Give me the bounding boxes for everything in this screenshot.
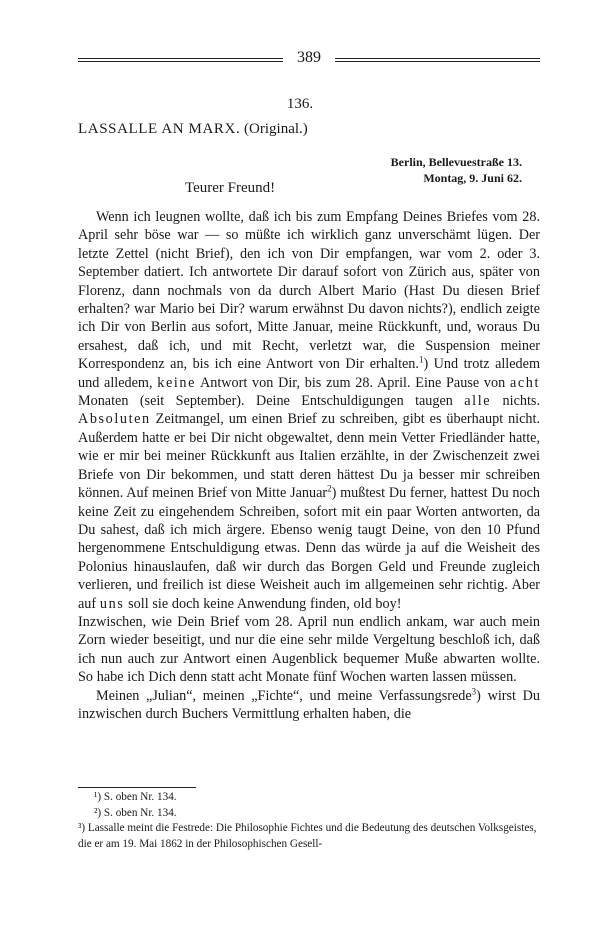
- text-run: ) Und trotz alledem und alledem,: [78, 356, 540, 391]
- text-run: Meinen „Julian“, meinen „Fichte“, und meine Verfassungsrede: [96, 687, 472, 704]
- text-run: Antwort von Dir, bis zum 28. April. Eine Pause von: [196, 374, 510, 391]
- text-run: Zeitmangel, um einen Brief zu schreiben, gibt es überhaupt nicht. Außerdem hatte er bei Dir nicht obgewaltet, denn mein Vetter Friedländer hatte, wie er mir bei meiner Rückkunft aus Italien erzählte, in der Zwischenzeit zwei Briefe von Dir bekommen, und statt deren hättest Du ja besser mir schreiben können. Auf meinen Brief von Mitte Januar: [78, 411, 540, 502]
- emphasis-text: acht: [509, 374, 540, 391]
- document-number: 136.: [286, 96, 314, 112]
- footnotes: [78, 790, 540, 852]
- footnote-2: ²) S. oben Nr. 134.: [94, 806, 177, 819]
- footnote-ref-2: 2: [327, 483, 332, 494]
- running-header: [78, 50, 540, 70]
- paragraph-2: Inzwischen, wie Dein Brief vom 28. April nun endlich ankam, war auch mein Zorn wieder beseitigt, und nur die eine sehr milde Vergeltung beschloß ich, daß ich nun auch zur Antwort einen Augenblick bequemer Muße abwarten wollte. So habe ich Dich denn statt acht Monate fünf Wochen warten lassen müssen.: [78, 613, 540, 686]
- document-title-main: LASSALLE AN MARX.: [78, 121, 241, 137]
- footnote-3: ³) Lassalle meint die Festrede: Die Philosophie Fichtes und die Bedeutung des deutschen Volksgeistes, die er am 19. Mai 1862 in der Philosophischen Gesell-: [78, 822, 537, 850]
- text-run: ) wirst Du inzwischen durch Buchers Vermittlung erhalten haben, die: [78, 687, 540, 722]
- letter-location-date: [391, 154, 522, 186]
- page-number: 389: [297, 49, 321, 66]
- emphasis-text: keine: [157, 374, 197, 391]
- footnote-1: ¹) S. oben Nr. 134.: [94, 791, 177, 803]
- document-title-note: (Original.): [244, 121, 308, 137]
- footnote-separator: [78, 787, 196, 788]
- text-run: Wenn ich leugnen wollte, daß ich bis zum Empfang Deines Briefes vom 28. April sehr böse war — so müßte ich wirklich ganz unverschämt lügen. Der letzte Zettel (nicht Brief), den ich von Dir empfangen, war vom 2. oder 3. September datiert. Ich antwortete Dir darauf sofort von Zürich aus, später von Florenz, dann nochmals von da durch Albert Mario (Hast Du diesen Brief erhalten? war Mario bei Dir? warum erwähnst Du davon nichts?), endlich zeigte ich Dir von Berlin aus sofort, Mitte Januar, meine Rückkunft, und, woraus Du ersahest, daß ich, und mit Recht, verletzt war, die Suspension meiner Korrespondenz an, bis ich eine Antwort von Dir erhalten.: [78, 209, 540, 373]
- emphasis-text: uns: [99, 595, 125, 612]
- text-run: nichts.: [491, 393, 540, 410]
- letter-greeting: Teurer Freund!: [185, 180, 276, 196]
- text-run: ) mußtest Du ferner, hattest Du noch keine Zeit zu eingehendem Schreiben, sofort mit ein paar Worten antworten, da Du sahest, daß ich mich ärgere. Ebenso wenig taugt Deine, von den 10 Pfund hergenommene Entschuldigung etwas. Denn das würde ja auf die Weisheit des Polonius hinauslaufen, daß wir durch das Borgen Geld und Freunde zugleich verlieren, und freilich ist diese Weisheit auch im allgemeinen sehr richtig. Aber auf: [78, 485, 541, 612]
- document-title: [78, 121, 308, 138]
- letter-location: Berlin, Bellevuestraße 13.: [390, 155, 522, 169]
- text-run: soll sie doch keine Anwendung finden, old boy!: [124, 595, 402, 612]
- text-run: Monaten (seit September). Deine Entschuldigungen taugen: [78, 393, 465, 410]
- letter-body: [78, 208, 540, 723]
- header-rule-left: [78, 58, 283, 62]
- emphasis-text: Absoluten: [78, 411, 151, 428]
- paragraph-3: [78, 687, 540, 724]
- emphasis-text: alle: [464, 393, 492, 410]
- header-rule-right: [335, 58, 540, 62]
- letter-date: Montag, 9. Juni 62.: [423, 171, 522, 185]
- footnote-ref-3: 3: [471, 685, 477, 696]
- footnote-ref-1: 1: [418, 354, 424, 365]
- paragraph-1: [78, 208, 540, 613]
